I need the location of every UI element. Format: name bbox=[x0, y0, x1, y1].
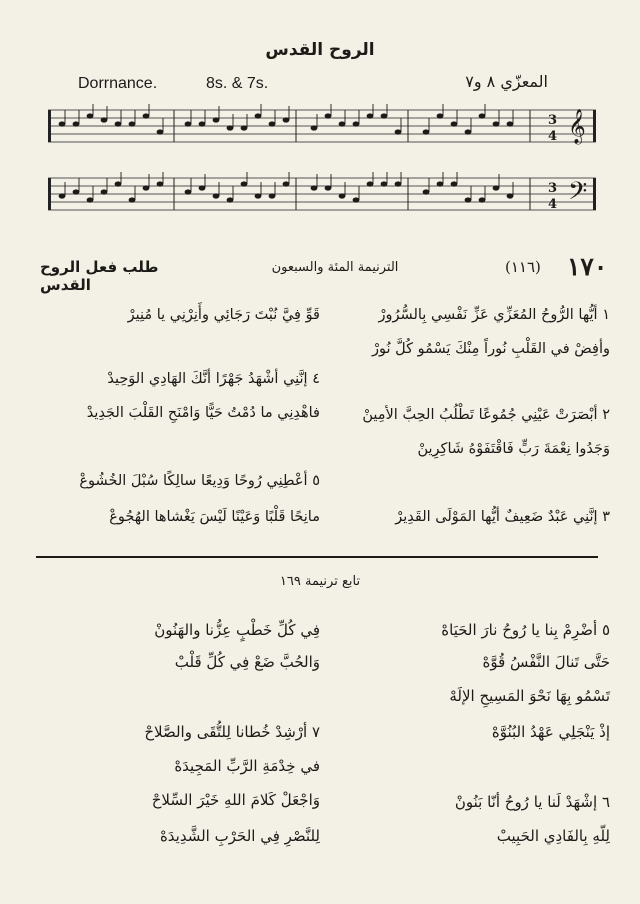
note-head bbox=[255, 113, 262, 118]
note-head bbox=[101, 117, 108, 122]
note-head bbox=[73, 189, 80, 194]
note-head bbox=[157, 129, 164, 134]
note-head bbox=[73, 121, 80, 126]
note-head bbox=[157, 181, 164, 186]
note-head bbox=[311, 125, 318, 130]
verse-line: ٢ أبْصَرَتْ عَيْنِي جُمُوعًا تَطْلُبُ الحِبَّ الأمِينْ bbox=[362, 407, 610, 423]
note-head bbox=[269, 121, 276, 126]
time-signature-icon: 3 bbox=[548, 181, 558, 196]
clef-icon: 𝄢 bbox=[568, 177, 588, 212]
verse-line: وَاجْعَلْ كَلامَ اللهِ خَيْرَ السِّلاحْ bbox=[151, 791, 320, 809]
time-signature-icon: 4 bbox=[548, 129, 558, 144]
note-head bbox=[115, 121, 122, 126]
note-head bbox=[283, 181, 290, 186]
time-signature-icon: 4 bbox=[548, 197, 558, 212]
note-head bbox=[493, 121, 500, 126]
note-head bbox=[325, 185, 332, 190]
note-head bbox=[367, 113, 374, 118]
verse-line: إذْ يَنْجَلِي عَهْدُ البُنُوَّهْ bbox=[491, 723, 610, 741]
note-head bbox=[437, 113, 444, 118]
verse-line: ٥ أضْرِمْ بِنا يا رُوحُ نارَ الحَيَاهْ bbox=[441, 621, 610, 639]
note-head bbox=[465, 197, 472, 202]
note-head bbox=[423, 189, 430, 194]
verse-line: ٥ أعْطِنِي رُوحًا وَدِيعًا سالِكًا سُبْلَ الخُشُوعْ bbox=[79, 473, 320, 489]
verse-line: لِلّهِ بِالفَادِي الحَبِيبْ bbox=[496, 827, 610, 845]
verse-line: ٧ أرْشِدْ خُطانا لِلتُّقَى والصَّلاحْ bbox=[144, 723, 320, 741]
note-head bbox=[87, 113, 94, 118]
note-head bbox=[493, 185, 500, 190]
verse-line: في خِدْمَةِ الرَّبِّ المَجِيدَهْ bbox=[174, 757, 320, 775]
note-head bbox=[59, 121, 66, 126]
verse-line: مانِحًا قَلْبًا وَعَيْنًا لَيْسَ يَغْشاها الهُجُوعْ bbox=[109, 509, 320, 525]
note-head bbox=[437, 181, 444, 186]
note-head bbox=[367, 181, 374, 186]
note-head bbox=[129, 121, 136, 126]
note-head bbox=[381, 113, 388, 118]
note-head bbox=[465, 129, 472, 134]
note-head bbox=[479, 113, 486, 118]
note-head bbox=[395, 129, 402, 134]
note-head bbox=[115, 181, 122, 186]
verse-line: لِلنَّصْرِ فِي الحَرْبِ الشَّدِيدَهْ bbox=[159, 827, 320, 845]
verse-line: فاهْدِنِي ما دُمْتُ حَيًّا وَامْنَحِ القَلْبَ الجَدِيدْ bbox=[86, 405, 320, 421]
note-head bbox=[507, 121, 514, 126]
hymn-number: ١٧٠ bbox=[567, 252, 608, 281]
tune-name: Dorrnance. bbox=[78, 75, 158, 92]
section-title: الروح القدس bbox=[265, 40, 375, 60]
verse-line: وَجَدُوا نِعْمَةَ رَبٍّ فَاقْتَفَوْهُ شَاكِرِينْ bbox=[417, 441, 610, 457]
note-head bbox=[339, 121, 346, 126]
note-head bbox=[479, 197, 486, 202]
note-head bbox=[199, 185, 206, 190]
note-head bbox=[199, 121, 206, 126]
verse-line: ٤ إنَّنِي أشْهَدُ جَهْرًا أنَّكَ الهَادِي الوَحِيدْ bbox=[107, 371, 320, 387]
tune-name-arabic: المعزّي ٨ و٧ bbox=[465, 72, 548, 91]
note-head bbox=[451, 121, 458, 126]
clef-icon: 𝄞 bbox=[568, 109, 586, 144]
note-head bbox=[311, 185, 318, 190]
note-head bbox=[241, 181, 248, 186]
music-staff-treble bbox=[48, 104, 596, 150]
verse-line: تَسْمُو بِهَا نَحْوَ المَسِيحِ الإلَهْ bbox=[449, 687, 610, 705]
tune-meter: 8s. & 7s. bbox=[206, 75, 269, 92]
note-head bbox=[185, 121, 192, 126]
hymn-ordinal: الترنيمة المئة والسبعون bbox=[271, 260, 399, 275]
note-head bbox=[241, 125, 248, 130]
note-head bbox=[227, 197, 234, 202]
note-head bbox=[101, 189, 108, 194]
note-head bbox=[185, 189, 192, 194]
note-head bbox=[283, 117, 290, 122]
continuation-note: تابع ترنيمة ١٦٩ bbox=[279, 574, 361, 589]
verse-line: وَالحُبَّ ضَعْ فِي كُلِّ قَلْبْ bbox=[174, 653, 320, 671]
verse-line: ١ أيُّها الرُّوحُ المُعَزِّي عَزِّ نَفْسِي بِالسُّرُورْ bbox=[378, 307, 610, 323]
note-head bbox=[255, 193, 262, 198]
note-head bbox=[423, 129, 430, 134]
note-head bbox=[381, 181, 388, 186]
note-head bbox=[451, 181, 458, 186]
hymn-alt-number: (١١٦) bbox=[505, 258, 541, 276]
divider bbox=[36, 556, 598, 558]
note-head bbox=[339, 193, 346, 198]
note-head bbox=[59, 193, 66, 198]
verse-line: حَتَّى تَنالَ النَّفْسُ قُوَّهْ bbox=[482, 653, 610, 671]
note-head bbox=[269, 193, 276, 198]
note-head bbox=[395, 181, 402, 186]
note-head bbox=[213, 117, 220, 122]
verse-line: ٦ إشْهَدْ لَنا يا رُوحُ أنّا بَنُونْ bbox=[454, 793, 610, 811]
note-head bbox=[227, 125, 234, 130]
note-head bbox=[325, 113, 332, 118]
note-head bbox=[353, 121, 360, 126]
hymn-topic: طلب فعل الروح القدس bbox=[40, 258, 159, 294]
staff-notation bbox=[48, 104, 596, 152]
music-staff-bass bbox=[48, 172, 596, 218]
note-head bbox=[129, 197, 136, 202]
verse-line: قَوِّ فِيَّ نُبْتَ رَجَائِي وأَنِرْنِي يا مُنِيرْ bbox=[127, 307, 320, 323]
note-head bbox=[87, 197, 94, 202]
note-head bbox=[213, 193, 220, 198]
verse-line: فِي كُلِّ خَطْبٍ عِزُّنا والهَنُونْ bbox=[154, 621, 320, 639]
verse-line: وأفِضْ في القَلْبِ نُوراً مِنْكَ يَسْمُو كُلَّ نُورْ bbox=[371, 341, 610, 357]
note-head bbox=[143, 185, 150, 190]
note-head bbox=[353, 197, 360, 202]
note-head bbox=[143, 113, 150, 118]
time-signature-icon: 3 bbox=[548, 113, 558, 128]
staff-notation bbox=[48, 172, 596, 220]
verse-line: ٣ إنَّنِي عَبْدٌ ضَعِيفٌ أيُّها المَوْلَى القَدِيرْ bbox=[395, 509, 610, 525]
note-head bbox=[507, 193, 514, 198]
